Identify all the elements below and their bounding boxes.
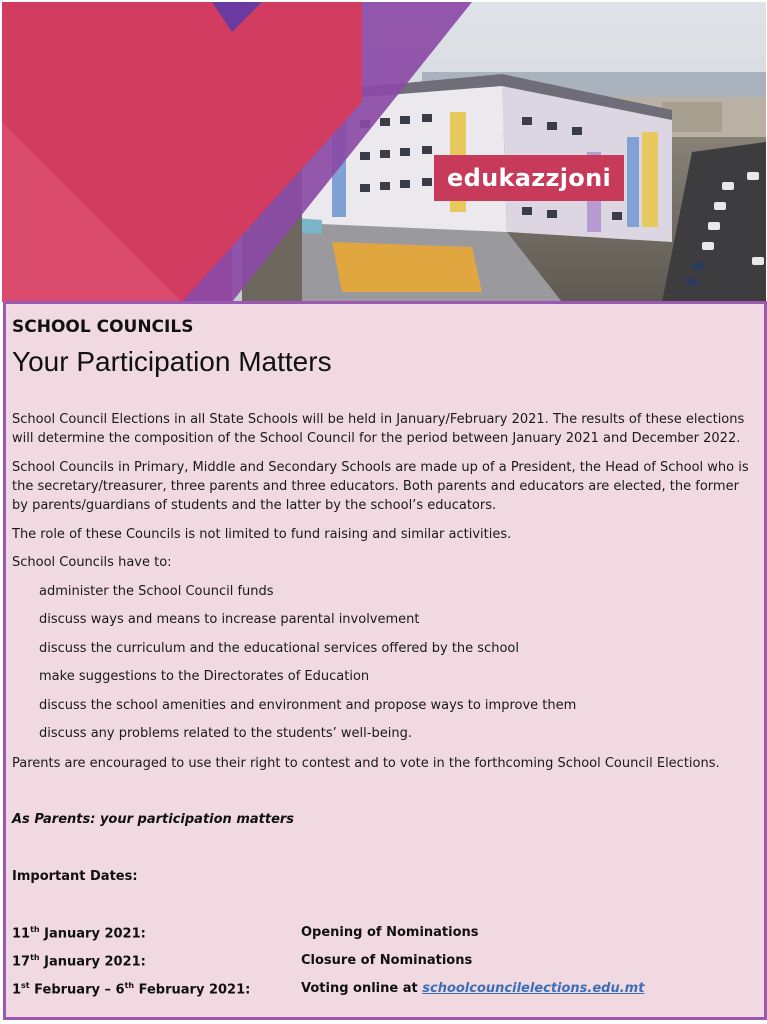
closing-paragraph: Parents are encouraged to use their right to contest and to vote in the forthcoming School Council Elections. <box>12 756 720 771</box>
intro-paragraph: School Council Elections in all State Schools will be held in January/February 2021. The results of these elections will determine the composition of the School Council for the period between January 2021 and December 2022. <box>12 412 745 446</box>
duty-item: administer the School Council funds <box>39 584 274 599</box>
duties-intro: School Councils have to: <box>12 555 172 570</box>
role-paragraph: The role of these Councils is not limited to fund raising and similar activities. <box>12 527 512 542</box>
school-building-photo <box>2 2 766 302</box>
date-label: 17th January 2021: <box>12 953 146 970</box>
dates-heading: Important Dates: <box>12 869 138 884</box>
duty-item: discuss the curriculum and the educational services offered by the school <box>39 641 519 656</box>
date-event: Closure of Nominations <box>301 953 473 968</box>
date-label: 1st February – 6th February 2021: <box>12 981 251 998</box>
header-banner <box>2 2 766 302</box>
section-kicker: SCHOOL COUNCILS <box>12 317 194 337</box>
tagline: As Parents: your participation matters <box>12 812 295 827</box>
date-row-nominations-open <box>12 925 758 945</box>
date-row-nominations-close <box>12 953 758 973</box>
composition-paragraph: School Councils in Primary, Middle and Secondary Schools are made up of a President, the Head of School who is the secretary/treasurer, three parents and three educators. Both parents and educators are elected, the former by parents/guardians of students and the latter by the school’s educators. <box>12 460 749 513</box>
date-event: Opening of Nominations <box>301 925 479 940</box>
date-row-voting <box>12 981 758 1001</box>
duty-item: discuss ways and means to increase parental involvement <box>39 612 420 627</box>
duty-item: discuss the school amenities and environment and propose ways to improve them <box>39 698 577 713</box>
content-panel <box>3 301 767 1020</box>
page-title: Your Participation Matters <box>12 346 332 377</box>
brand-badge: edukazzjoni <box>434 155 624 201</box>
date-event: Voting online at schoolcouncilelections.edu.mt <box>301 981 645 996</box>
duty-item: discuss any problems related to the students’ well-being. <box>39 726 412 741</box>
date-label: 11th January 2021: <box>12 925 146 942</box>
duty-item: make suggestions to the Directorates of Education <box>39 669 370 684</box>
elections-website-link[interactable]: schoolcouncilelections.edu.mt <box>422 981 645 996</box>
